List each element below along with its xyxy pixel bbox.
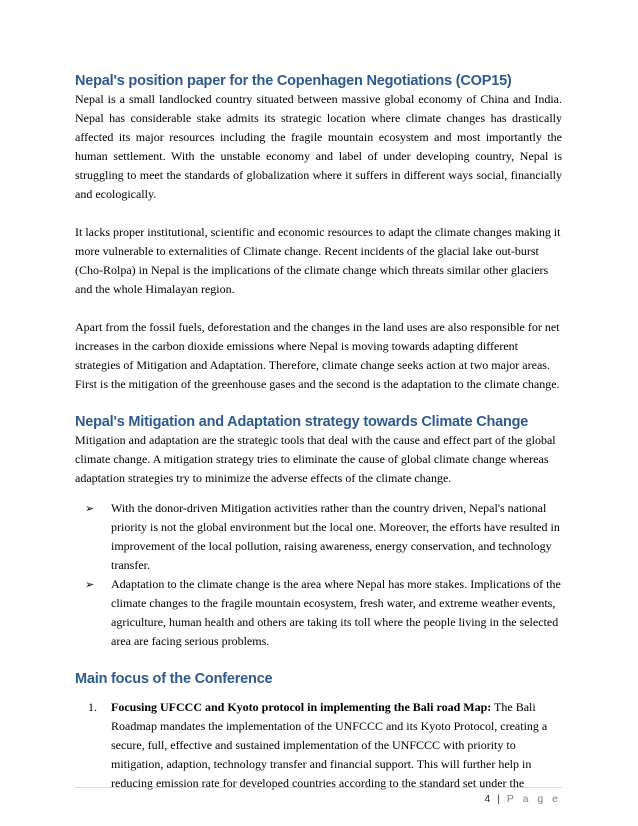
list-item <box>75 499 562 575</box>
page-label: P a g e <box>506 793 561 805</box>
bullet-list <box>75 499 562 651</box>
list-item-text: The Bali Roadmap mandates the implementation of the UNFCCC and its Kyoto Protocol, creating a secure, full, effective and sustained implementation of the UNFCCC with priority to mitigation, adaption, technology transfer and financial support. This will further help in reducing emission rate for developed countries according to the standard set under the <box>111 700 548 790</box>
arrow-bullet-icon: ➢ <box>85 502 95 515</box>
paragraph-emissions: Apart from the fossil fuels, deforestation and the changes in the land uses are also responsible for net increases in the carbon dioxide emissions where Nepal is moving towards adapting different strategies of Mitigation and Adaptation. Therefore, climate change seeks action at two major areas. First is the mitigation of the greenhouse gases and the second is the adaptation to the climate change. <box>75 320 560 391</box>
page-footer <box>484 793 561 805</box>
list-item-title: Focusing UFCCC and Kyoto protocol in implementing the Bali road Map: <box>111 700 492 714</box>
list-item-text: Adaptation to the climate change is the area where Nepal has more stakes. Implications of the climate changes to the fragile mountain ecosystem, fresh water, and extreme weather events, agriculture, human health and others are taking its toll where the people living in the selected area are facing serious problems. <box>111 577 561 648</box>
numbered-list <box>75 698 562 793</box>
paragraph-intro: Nepal is a small landlocked country situated between massive global economy of China and India. Nepal has considerable stake admits its strategic location where climate changes has drastically affected its major resources including the fragile mountain ecosystem and most importantly the human settlement. With the unstable economy and label of under developing country, Nepal is struggling to meet the standards of globalization where it suffers in different ways social, financially and ecologically. <box>75 92 562 201</box>
footer-separator: | <box>497 793 501 805</box>
list-item-text: With the donor-driven Mitigation activities rather than the country driven, Nepal's national priority is not the global environment but the local one. Moreover, the efforts have resulted in improvement of the local pollution, raising awareness, energy conservation, and technology transfer. <box>111 501 560 572</box>
paragraph-resources: It lacks proper institutional, scientific and economic resources to adapt the climate changes making it more vulnerable to externalities of Climate change. Recent incidents of the glacial lake out-burst (Cho-Rolpa) in Nepal is the implications of the climate change which threats similar other glaciers and the whole Himalayan region. <box>75 225 561 296</box>
arrow-bullet-icon: ➢ <box>85 578 95 591</box>
document-page <box>75 72 562 793</box>
section-heading-position-paper: Nepal's position paper for the Copenhagen Negotiations (COP15) <box>75 73 512 89</box>
page-number: 4 <box>484 793 491 805</box>
paragraph-mitigation: Mitigation and adaptation are the strategic tools that deal with the cause and effect part of the global climate change. A mitigation strategy tries to eliminate the cause of global climate change whereas adaptation strategies try to minimize the adverse effects of the climate change. <box>75 433 556 485</box>
list-item <box>75 698 562 793</box>
section-heading-main-focus: Main focus of the Conference <box>75 671 273 687</box>
list-item <box>75 575 562 651</box>
footer-divider <box>75 787 562 788</box>
section-heading-mitigation: Nepal's Mitigation and Adaptation strategy towards Climate Change <box>75 414 529 430</box>
list-number: 1. <box>88 700 97 714</box>
